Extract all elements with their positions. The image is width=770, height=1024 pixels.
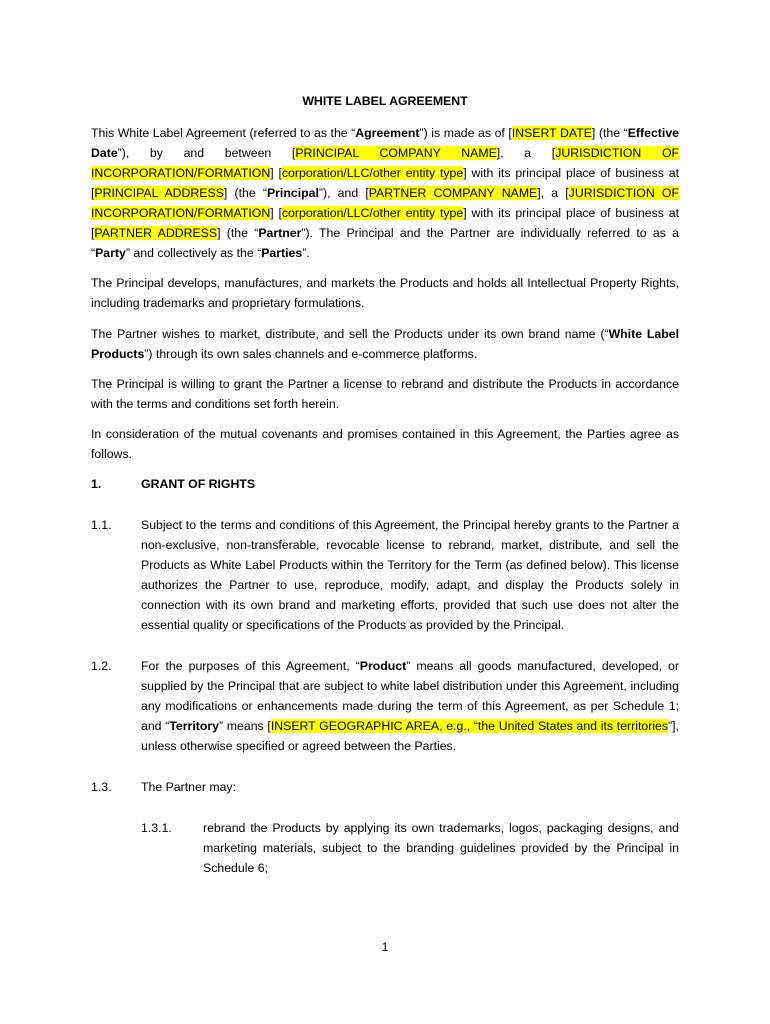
placeholder-jurisdiction-2: JURISDICTION OF INCORPORATION/FORMATION bbox=[91, 186, 679, 220]
intro-paragraph: This White Label Agreement (referred to as the “Agreement”) is made as of [INSERT DATE] (the “Effective Date”), by and between [PRINCIPAL COMPANY NAME], a [JURISDICTION OF INCORPORATION/FORMATION] [corporation/LLC/other entity type] with its principal place of business at [PRINCIPAL ADDRESS] (the “Principal”), and [PARTNER COMPANY NAME], a [JURISDICTION OF INCORPORATION/FORMATION] [corporation/LLC/other entity type] with its principal place of business at [PARTNER ADDRESS] (the “Partner”). The Principal and the Partner are individually referred to as a “Party” and collectively as the “Parties”. bbox=[91, 126, 680, 260]
placeholder-geographic-area: INSERT GEOGRAPHIC AREA, e.g., “the United States and its territories bbox=[270, 719, 669, 733]
clause-1-3-1-number: 1.3.1. bbox=[141, 821, 172, 835]
recital-4: In consideration of the mutual covenants and promises contained in this Agreement, the Parties agree as follows. bbox=[91, 427, 679, 461]
clause-1-2-text: For the purposes of this Agreement, “Product” means all goods manufactured, developed, or supplied by the Principal that are subject to white label distribution under this Agreement, including any modifications or enhancements made during the term of this Agreement, as per Schedule 1; and “Territory” means [INSERT GEOGRAPHIC AREA, e.g., “the United States and its territories”], unless otherwise specified or agreed between the Parties. bbox=[141, 659, 679, 753]
recital-1: The Principal develops, manufactures, and markets the Products and holds all Intellectual Property Rights, including trademarks and proprietary formulations. bbox=[91, 276, 679, 310]
placeholder-jurisdiction-1: JURISDICTION OF INCORPORATION/FORMATION bbox=[91, 146, 680, 180]
recital-2: The Partner wishes to market, distribute, and sell the Products under its own brand name (“White Label Products”) through its own sales channels and e-commerce platforms. bbox=[91, 327, 679, 361]
clause-1-1-number: 1.1. bbox=[91, 518, 112, 532]
placeholder-partner-company: PARTNER COMPANY NAME bbox=[368, 186, 538, 200]
clause-1-1-text: Subject to the terms and conditions of this Agreement, the Principal hereby grants to the Partner a non-exclusive, non-transferable, revocable license to rebrand, market, distribute, and sell the Products as White Label Products within the Territory for the Term (as defined below). This license authorizes the Partner to use, reproduce, modify, adapt, and display the Products solely in connection with its own brand and marketing efforts, provided that such use does not alter the essential quality or specifications of the Products as provided by the Principal. bbox=[141, 518, 679, 632]
clause-1-3-1-text: rebrand the Products by applying its own trademarks, logos, packaging designs, and marketing materials, subject to the branding guidelines provided by the Principal in Schedule 6; bbox=[203, 821, 679, 875]
clause-1-3-number: 1.3. bbox=[91, 780, 112, 794]
page-number: 1 bbox=[381, 940, 389, 954]
clause-1-3-text: The Partner may: bbox=[141, 780, 236, 794]
recital-3: The Principal is willing to grant the Partner a license to rebrand and distribute the Products in accordance with the terms and conditions set forth herein. bbox=[91, 377, 679, 411]
placeholder-partner-address: PARTNER ADDRESS bbox=[94, 226, 218, 240]
clause-1-2-number: 1.2. bbox=[91, 659, 112, 673]
section-1-number: 1. bbox=[91, 477, 102, 491]
placeholder-principal-company: PRINCIPAL COMPANY NAME bbox=[295, 146, 497, 160]
section-1-heading: GRANT OF RIGHTS bbox=[141, 477, 256, 491]
placeholder-entity-type-2: corporation/LLC/other entity type bbox=[281, 206, 464, 220]
placeholder-insert-date: INSERT DATE bbox=[511, 126, 592, 140]
placeholder-principal-address: PRINCIPAL ADDRESS bbox=[94, 186, 224, 200]
document-title: WHITE LABEL AGREEMENT bbox=[302, 94, 468, 108]
placeholder-entity-type-1: corporation/LLC/other entity type bbox=[281, 166, 464, 180]
